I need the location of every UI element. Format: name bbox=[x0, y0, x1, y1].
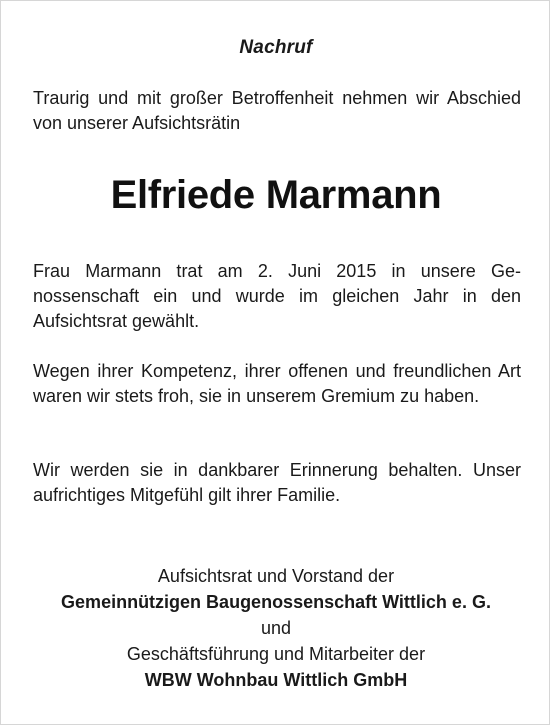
deceased-name: Elfriede Marmann bbox=[110, 173, 442, 217]
signature-line-and: und bbox=[260, 618, 292, 638]
paragraph-membership: Frau Marmann trat am 2. Juni 2015 in unsere Genossenschaft ein und wurde im gleichen Jahr in den Aufsichtsrat gewählt. bbox=[33, 261, 521, 331]
signature-block bbox=[1, 563, 550, 693]
signature-org-cooperative: Gemeinnützigen Baugenossenschaft Wittlich e. G. bbox=[61, 592, 491, 612]
signature-org-company: WBW Wohnbau Wittlich GmbH bbox=[144, 670, 408, 690]
paragraph-appreciation: Wegen ihrer Kompetenz, ihrer offenen und freundlichen Art waren wir stets froh, sie in unserem Gremium zu haben. bbox=[33, 361, 521, 406]
signature-line-board: Aufsichtsrat und Vorstand der bbox=[157, 566, 395, 586]
notice-heading: Nachruf bbox=[239, 37, 313, 58]
paragraph-condolence: Wir werden sie in dankbarer Erinnerung behalten. Unser aufrichtiges Mitgefühl gilt ihrer Familie. bbox=[33, 460, 521, 505]
signature-line-management: Geschäftsführung und Mitarbeiter der bbox=[126, 644, 426, 664]
intro-text: Traurig und mit großer Betroffenheit nehmen wir Abschied von unserer Aufsichtsrätin bbox=[33, 88, 521, 133]
